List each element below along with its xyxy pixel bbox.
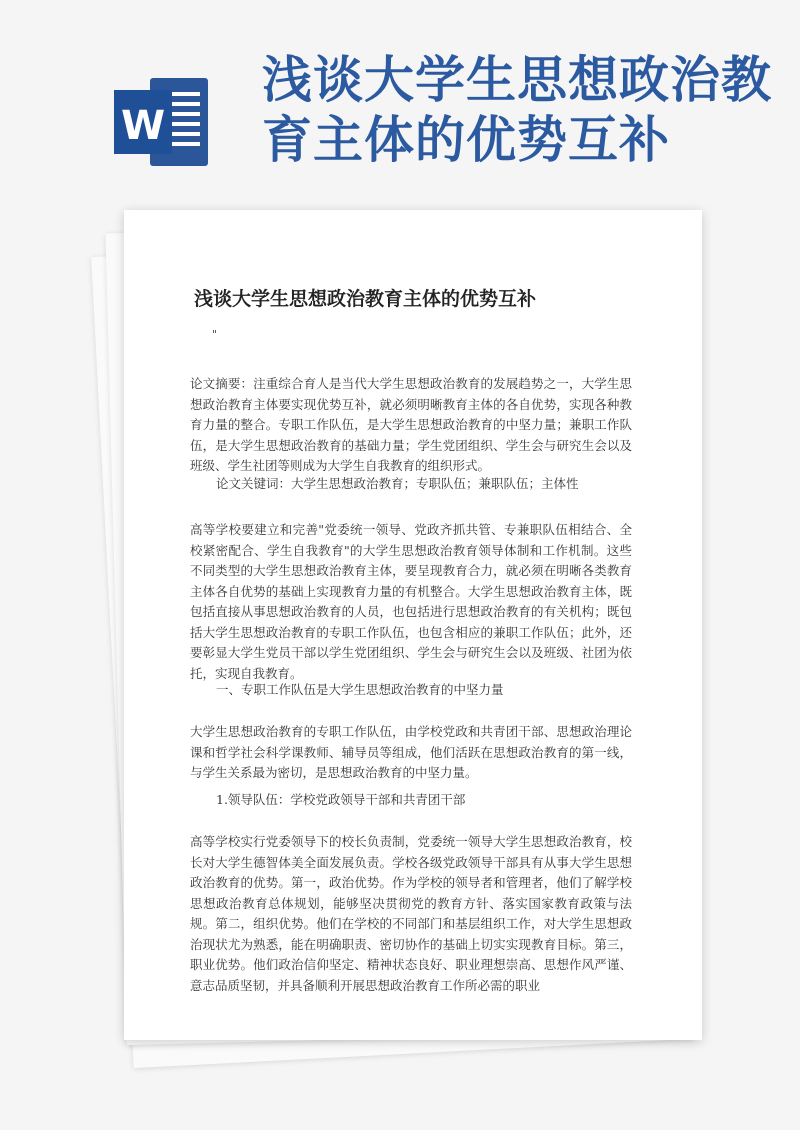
word-document-icon <box>108 68 216 176</box>
section-paragraph-1: 大学生思想政治教育的专职工作队伍，由学校党政和共青团干部、思想政治理论课和哲学社会科学课教师、辅导员等组成，他们活跃在思想政治教育的第一线，与学生关系最为密切，是思想政治教育的中坚力量。 <box>190 724 632 780</box>
svg-text:W: W <box>120 103 166 149</box>
quote-mark: " <box>212 328 218 341</box>
section-heading-2: 1.领导队伍：学校党政领导干部和共青团干部 <box>216 792 466 807</box>
abstract-paragraph: 论文摘要：注重综合育人是当代大学生思想政治教育的发展趋势之一，大学生思想政治教育主体要实现优势互补，就必须明晰教育主体的各自优势，实现各种教育力量的整合。专职工作队伍，是大学生思想政治教育的中坚力量；兼职工作队伍，是大学生思想政治教育的基础力量；学生党团组织、学生会与研究生会以及班级、学生社团等则成为大学生自我教育的组织形式。 <box>190 376 632 473</box>
document-page <box>124 210 702 1040</box>
banner-title: 浅谈大学生思想政治教育主体的优势互补 <box>262 51 772 169</box>
keywords-line: 论文关键词：大学生思想政治教育；专职队伍；兼职队伍；主体性 <box>216 476 579 491</box>
section-paragraph-2: 高等学校实行党委领导下的校长负责制，党委统一领导大学生思想政治教育，校长对大学生德智体美全面发展负责。学校各级党政领导干部具有从事大学生思想政治教育的优势。第一，政治优势。作为学校的领导者和管理者，他们了解学校思想政治教育总体规划，能够坚决贯彻党的教育方针、落实国家教育政策与法规。第二，组织优势。他们在学校的不同部门和基层组织工作，对大学生思想政治现状尤为熟悉，能在明确职责、密切协作的基础上切实实现教育目标。第三，职业优势。他们政治信仰坚定、精神状态良好、职业理想崇高、思想作风严谨、意志品质坚韧，并具备顺利开展思想政治教育工作所必需的职业 <box>190 834 632 993</box>
section-heading-1: 一、专职工作队伍是大学生思想政治教育的中坚力量 <box>216 682 504 697</box>
intro-paragraph: 高等学校要建立和完善"党委统一领导、党政齐抓共管、专兼职队伍相结合、全校紧密配合、学生自我教育"的大学生思想政治教育领导体制和工作机制。这些不同类型的大学生思想政治教育主体，要呈现教育合力，就必须在明晰各类教育主体各自优势的基础上实现教育力量的有机整合。大学生思想政治教育主体，既包括直接从事思想政治教育的人员，也包括进行思想政治教育的有关机构；既包括大学生思想政治教育的专职工作队伍，也包含相应的兼职工作队伍；此外，还要彰显大学生党员干部以学生党团组织、学生会与研究生会以及班级、社团为依托，实现自我教育。 <box>190 522 632 681</box>
document-title: 浅谈大学生思想政治教育主体的优势互补 <box>194 288 537 310</box>
